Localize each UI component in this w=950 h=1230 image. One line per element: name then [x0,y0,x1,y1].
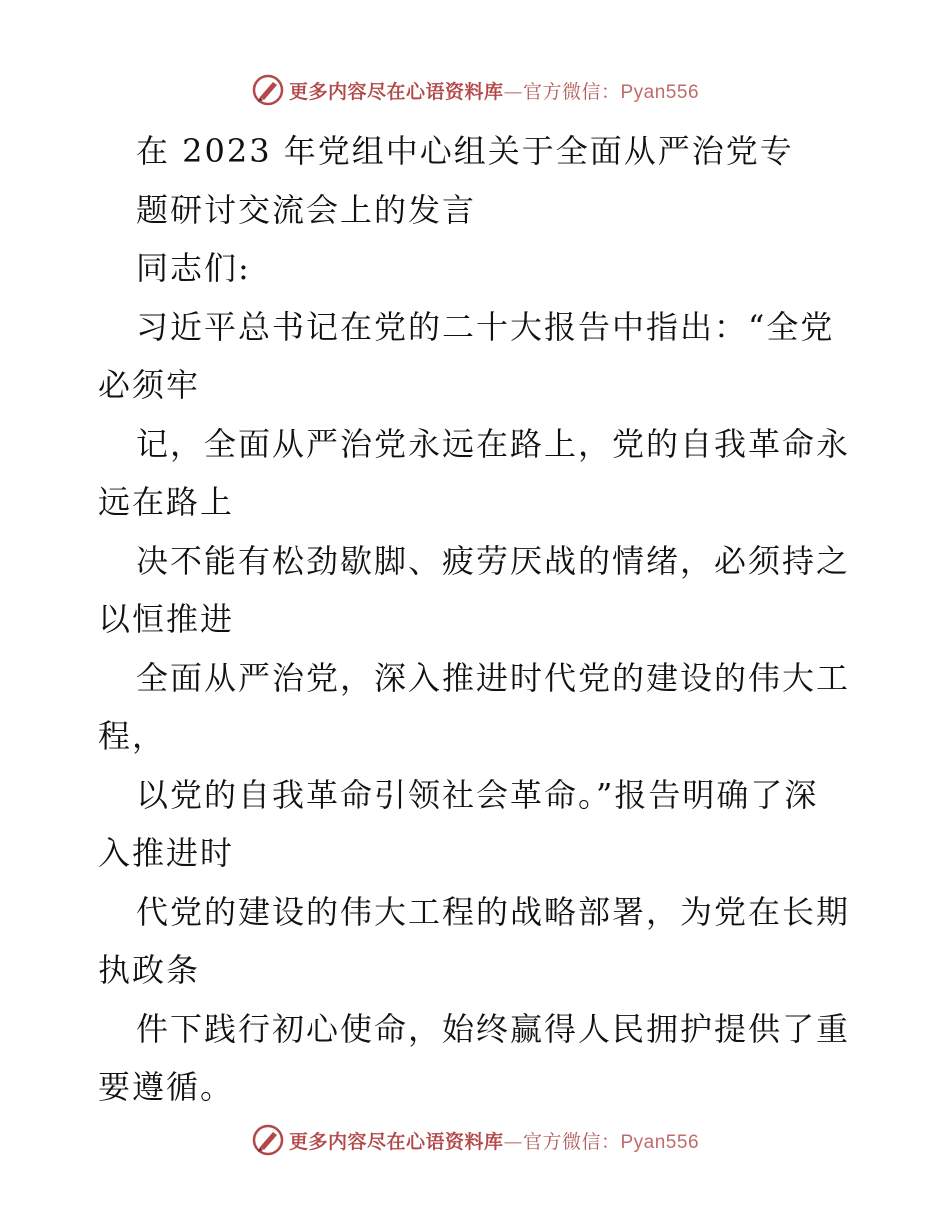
text-line: 执政条 [98,951,201,989]
text-line: 同志们: [136,249,251,287]
header-watermark [0,70,950,110]
text-line: 记，全面从严治党永远在路上，党的自我革命永 [136,424,851,463]
text-line: 以党的自我革命引领社会革命。”报告明确了深 [136,775,819,814]
text-line: 决不能有松劲歇脚、疲劳厌战的情绪，必须持之 [136,541,851,580]
watermark-main: 更多内容尽在心语资料库 [288,80,504,103]
text-line: 远在路上 [98,483,235,521]
text-line: 要遵循。 [98,1068,235,1106]
text-line: 入推进时 [98,834,235,872]
watermark-sub: 官方微信： [522,1130,621,1153]
text-line: 必须牢 [98,366,201,404]
watermark-main: 更多内容尽在心语资料库 [288,1130,504,1153]
text-line: 题研讨交流会上的发言 [136,190,477,229]
text-line: 全面从严治党，深入推进时代党的建设的伟大工 [136,658,851,697]
watermark-sub: 官方微信： [522,80,621,103]
watermark-id: Pyan556 [620,1131,700,1153]
text-line: 以恒推进 [98,600,235,638]
text-line: 在 2023 年党组中心组关于全面从严治党专 [136,132,794,170]
pen-logo-icon [251,1123,285,1157]
watermark-text [289,1127,699,1154]
text-line: 程， [98,717,167,755]
watermark-text [289,77,699,104]
watermark-dash: — [503,1130,523,1153]
document-body [98,122,858,1117]
watermark-dash: — [503,80,523,103]
text-line: 代党的建设的伟大工程的战略部署，为党在长期 [136,892,851,931]
footer-watermark [0,1120,950,1160]
pen-logo-icon [251,73,285,107]
text-line: 件下践行初心使命，始终赢得人民拥护提供了重 [136,1009,851,1048]
text-line: 习近平总书记在党的二十大报告中指出：“全党 [136,307,835,346]
watermark-id: Pyan556 [620,81,700,103]
